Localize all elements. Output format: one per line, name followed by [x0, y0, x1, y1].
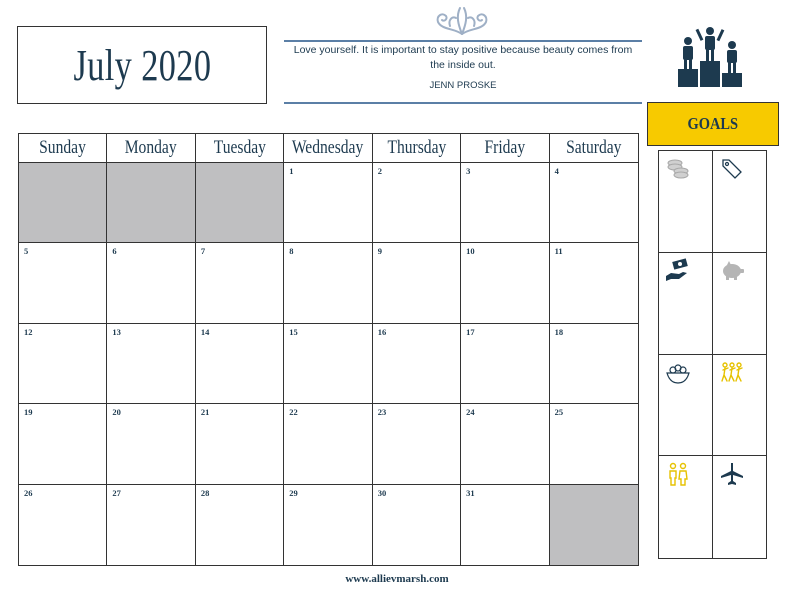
day-number: 31: [466, 487, 475, 498]
day-number: 11: [554, 246, 563, 257]
day-number: 28: [200, 487, 210, 498]
day-number: 7: [200, 246, 206, 257]
day-number: 20: [112, 407, 121, 418]
quote-text: Love yourself. It is important to stay positive because beauty comes from the inside out.: [293, 44, 633, 71]
day-cell[interactable]: [461, 485, 549, 565]
day-cell[interactable]: [461, 163, 549, 243]
page-title: July 2020: [73, 40, 211, 90]
website-footer[interactable]: www.allievmarsh.com: [345, 573, 449, 585]
goals-label: GOALS: [687, 114, 739, 133]
day-number: 6: [112, 246, 117, 257]
day-cell[interactable]: [107, 404, 195, 484]
day-cell[interactable]: [19, 324, 107, 404]
title-box: [17, 26, 267, 104]
day-number: 14: [200, 326, 210, 337]
day-number: 26: [24, 487, 33, 498]
day-cell[interactable]: [461, 324, 549, 404]
piggy-bank-icon: [719, 258, 745, 284]
day-number: 4: [554, 166, 559, 176]
day-number: 17: [466, 326, 475, 337]
day-cell[interactable]: [19, 485, 107, 565]
fitness-people-icon: [719, 360, 745, 386]
goal-cell-savings[interactable]: [659, 151, 713, 253]
goal-cell-income[interactable]: [659, 253, 713, 355]
empty-day-cell[interactable]: [550, 485, 638, 565]
day-cell[interactable]: [550, 163, 638, 243]
podium-winners-icon: [678, 27, 742, 87]
day-number: 25: [554, 407, 564, 418]
weekday-header-thursday: Thursday: [373, 134, 461, 163]
goal-cell-shopping[interactable]: [713, 151, 767, 253]
day-cell[interactable]: [373, 324, 461, 404]
weekday-header-sunday: Sunday: [19, 134, 107, 163]
day-cell[interactable]: [284, 324, 372, 404]
price-tag-icon: [719, 156, 745, 182]
day-cell[interactable]: [284, 485, 372, 565]
day-number: 2: [377, 166, 382, 176]
day-cell[interactable]: [373, 404, 461, 484]
goal-cell-relationships[interactable]: [659, 456, 713, 558]
coins-icon: [665, 156, 691, 182]
quote-author: JENN PROSKE: [429, 80, 497, 91]
flourish-ornament-icon: [432, 4, 492, 36]
weekday-header-tuesday: Tuesday: [196, 134, 284, 163]
fruit-bowl-icon: [665, 360, 691, 386]
day-cell[interactable]: [373, 163, 461, 243]
day-number: 9: [377, 246, 382, 257]
airplane-icon: [719, 461, 745, 487]
quote-rule-top: [284, 40, 642, 42]
day-number: 8: [289, 246, 294, 257]
goals-grid: [658, 150, 767, 559]
day-number: 19: [24, 407, 33, 418]
day-cell[interactable]: [196, 243, 284, 323]
day-cell[interactable]: [461, 404, 549, 484]
day-cell[interactable]: [550, 243, 638, 323]
day-cell[interactable]: [461, 243, 549, 323]
day-cell[interactable]: [373, 485, 461, 565]
day-number: 13: [112, 326, 121, 337]
day-number: 29: [289, 487, 298, 498]
day-cell[interactable]: [373, 243, 461, 323]
day-number: 23: [377, 407, 387, 418]
goal-cell-healthy-eating[interactable]: [659, 355, 713, 457]
day-number: 12: [24, 326, 33, 337]
calendar-grid: [18, 133, 639, 566]
day-number: 27: [112, 487, 121, 498]
day-number: 30: [377, 487, 387, 498]
day-number: 16: [377, 326, 387, 337]
day-number: 21: [200, 407, 210, 418]
day-number: 3: [466, 166, 471, 176]
goal-cell-fitness[interactable]: [713, 355, 767, 457]
day-cell[interactable]: [196, 485, 284, 565]
goals-header: [647, 102, 779, 146]
hand-money-icon: [665, 258, 691, 284]
day-cell[interactable]: [107, 324, 195, 404]
empty-day-cell[interactable]: [196, 163, 284, 243]
day-number: 15: [289, 326, 298, 337]
weekday-header-monday: Monday: [107, 134, 195, 163]
weekday-header-wednesday: Wednesday: [284, 134, 372, 163]
quote-rule-bottom: [284, 102, 642, 104]
day-number: 10: [466, 246, 475, 257]
empty-day-cell[interactable]: [107, 163, 195, 243]
day-cell[interactable]: [196, 324, 284, 404]
day-cell[interactable]: [196, 404, 284, 484]
day-cell[interactable]: [19, 243, 107, 323]
weekday-header-saturday: Saturday: [550, 134, 638, 163]
day-cell[interactable]: [284, 404, 372, 484]
day-cell[interactable]: [550, 324, 638, 404]
day-cell[interactable]: [107, 243, 195, 323]
day-number: 22: [289, 407, 298, 418]
weekday-header-friday: Friday: [461, 134, 549, 163]
empty-day-cell[interactable]: [19, 163, 107, 243]
day-cell[interactable]: [107, 485, 195, 565]
day-cell[interactable]: [284, 163, 372, 243]
couple-icon: [665, 461, 691, 487]
day-cell[interactable]: [284, 243, 372, 323]
day-number: 18: [554, 326, 564, 337]
day-number: 1: [289, 166, 294, 176]
goal-cell-travel[interactable]: [713, 456, 767, 558]
day-number: 5: [24, 246, 29, 257]
day-number: 24: [466, 407, 475, 418]
day-cell[interactable]: [19, 404, 107, 484]
goal-cell-piggy-bank[interactable]: [713, 253, 767, 355]
day-cell[interactable]: [550, 404, 638, 484]
